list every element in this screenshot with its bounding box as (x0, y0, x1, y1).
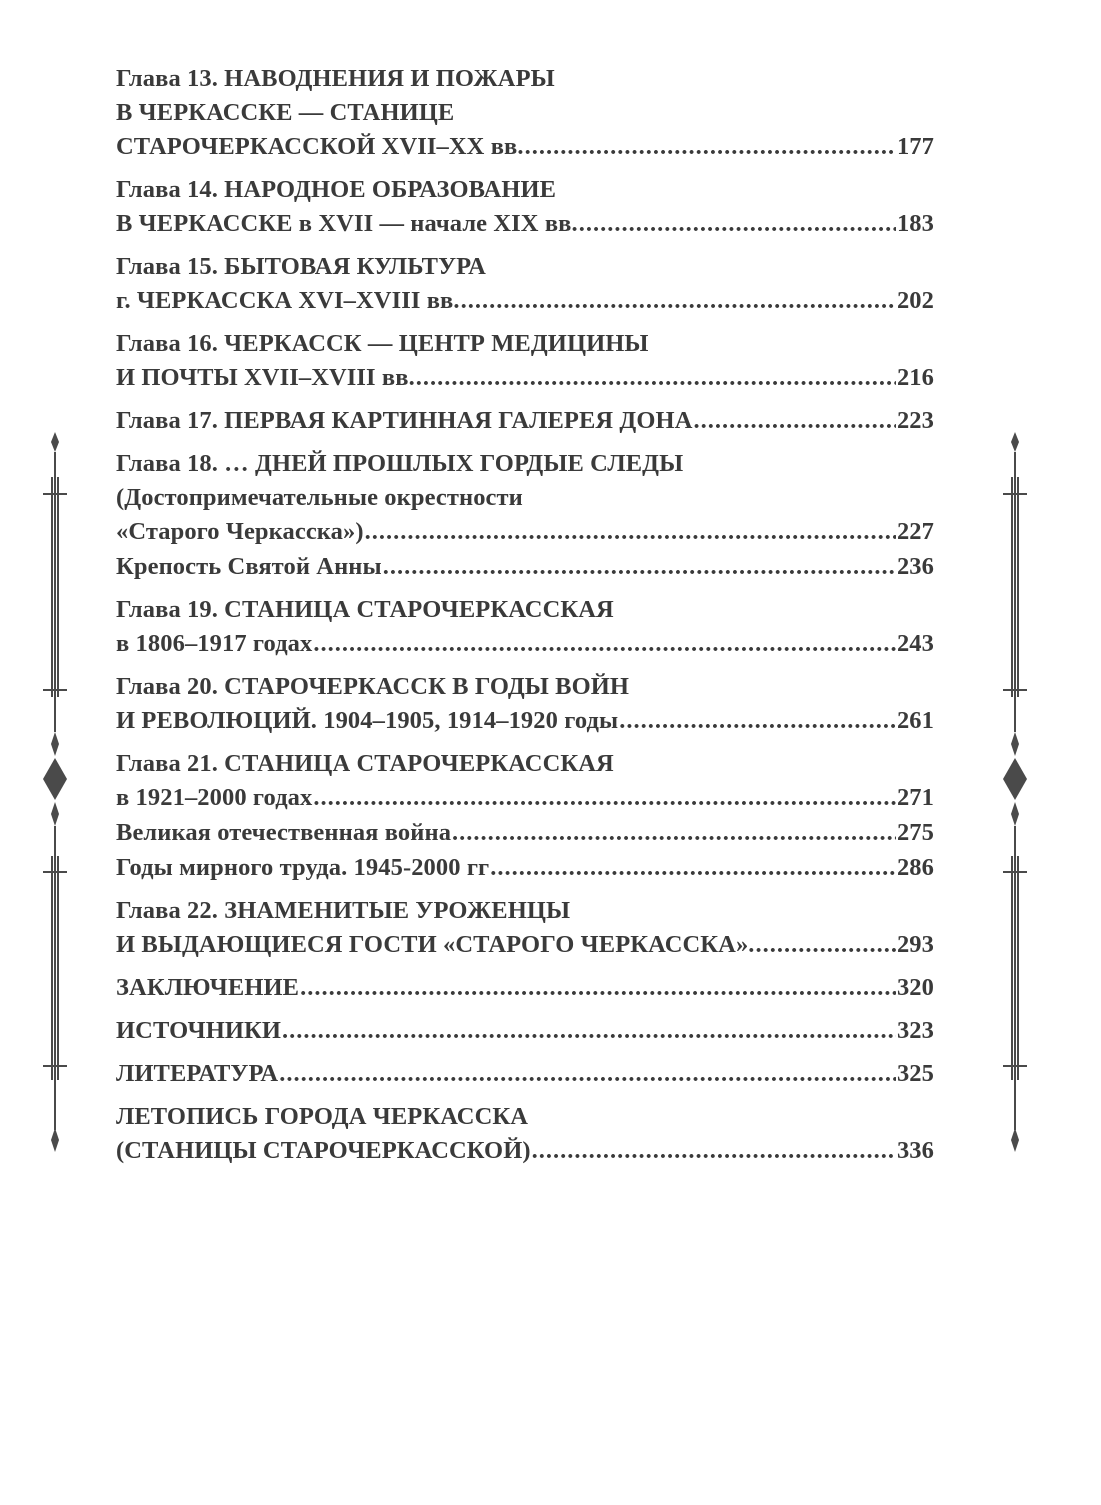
table-of-contents (116, 62, 934, 1177)
page-number: 320 (896, 974, 934, 1001)
toc-entry-title-line: Глава 13. НАВОДНЕНИЯ И ПОЖАРЫ (116, 65, 555, 92)
toc-entry-leader-line (116, 851, 934, 885)
page-number: 177 (896, 133, 934, 160)
dot-leader (279, 1057, 896, 1091)
toc-entry-chapter-21 (116, 747, 934, 815)
toc-entry-chapter-22 (116, 894, 934, 962)
toc-entry-literature (116, 1057, 934, 1091)
page-number: 323 (896, 1017, 934, 1044)
toc-entry-leader-line (116, 627, 934, 661)
page-number: 286 (896, 854, 934, 881)
dot-leader (532, 1134, 896, 1168)
toc-entry-title-line: Глава 20. СТАРОЧЕРКАССК В ГОДЫ ВОЙН (116, 673, 630, 700)
dot-leader (756, 928, 896, 962)
right-border-ornament (1000, 432, 1030, 1152)
toc-entry-title-line: Глава 18. … ДНЕЙ ПРОШЛЫХ ГОРДЫЕ СЛЕДЫ (116, 450, 684, 477)
left-border-ornament (40, 432, 70, 1152)
page-number: 223 (896, 407, 934, 434)
dot-leader (490, 851, 896, 885)
dot-leader (619, 704, 896, 738)
toc-entry-title-end: Великая отечественная война (116, 819, 452, 846)
toc-entry-leader-line (116, 550, 934, 584)
toc-entry-subsection-fortress (116, 550, 934, 584)
toc-entry-title-end: СТАРОЧЕРКАССКОЙ XVII–XX вв. (116, 133, 524, 160)
toc-entry-leader-line (116, 361, 934, 395)
toc-entry-leader-line (116, 207, 934, 241)
toc-entry-title-line: ЛЕТОПИСЬ ГОРОДА ЧЕРКАССКА (116, 1103, 529, 1130)
toc-entry-leader-line (116, 971, 934, 1005)
toc-entry-leader-line (116, 781, 934, 815)
dot-leader (365, 515, 896, 549)
toc-entry-title-line: Глава 22. ЗНАМЕНИТЫЕ УРОЖЕНЦЫ (116, 897, 571, 924)
toc-entry-title-end: в 1806–1917 годах (116, 630, 313, 657)
dot-leader (313, 627, 896, 661)
toc-entry-title-end: В ЧЕРКАССКЕ в XVII — начале XIX вв. (116, 210, 578, 237)
dot-leader (282, 1014, 896, 1048)
toc-entry-title-end: И РЕВОЛЮЦИЙ. 1904–1905, 1914–1920 годы (116, 707, 619, 734)
dot-leader (694, 404, 896, 438)
toc-entry-leader-line (116, 816, 934, 850)
toc-entry-leader-line (116, 1014, 934, 1048)
dot-leader (313, 781, 896, 815)
toc-entry-title-end: ИСТОЧНИКИ (116, 1017, 282, 1044)
dot-leader (579, 207, 896, 241)
page-number: 261 (896, 707, 934, 734)
toc-entry-chronicle (116, 1100, 934, 1168)
toc-entry-title-line: Глава 21. СТАНИЦА СТАРОЧЕРКАССКАЯ (116, 750, 614, 777)
toc-entry-chapter-16 (116, 327, 934, 395)
toc-entry-title-end: И ПОЧТЫ XVII–XVIII вв. (116, 364, 415, 391)
dot-leader (525, 130, 896, 164)
page-number: 325 (896, 1060, 934, 1087)
toc-entry-title-line: Глава 15. БЫТОВАЯ КУЛЬТУРА (116, 253, 486, 280)
page-number: 236 (896, 553, 934, 580)
page-number: 275 (896, 819, 934, 846)
dot-leader (461, 284, 896, 318)
toc-entry-chapter-20 (116, 670, 934, 738)
toc-entry-title-line: Глава 16. ЧЕРКАССК — ЦЕНТР МЕДИЦИНЫ (116, 330, 649, 357)
toc-entry-chapter-17 (116, 404, 934, 438)
toc-entry-title-end: г. ЧЕРКАССКА XVI–XVIII вв. (116, 287, 460, 314)
toc-entry-title-line: Глава 19. СТАНИЦА СТАРОЧЕРКАССКАЯ (116, 596, 614, 623)
toc-entry-sources (116, 1014, 934, 1048)
dot-leader (383, 550, 896, 584)
toc-entry-title-end: «Старого Черкасска») (116, 518, 364, 545)
toc-entry-leader-line (116, 515, 934, 549)
page-number: 183 (896, 210, 934, 237)
page-number: 202 (896, 287, 934, 314)
toc-entry-title-line: В ЧЕРКАССКЕ — СТАНИЦЕ (116, 99, 455, 126)
page-number: 243 (896, 630, 934, 657)
toc-entry-conclusion (116, 971, 934, 1005)
toc-entry-title-line: Глава 14. НАРОДНОЕ ОБРАЗОВАНИЕ (116, 176, 557, 203)
toc-entry-title-end: (СТАНИЦЫ СТАРОЧЕРКАССКОЙ) (116, 1137, 531, 1164)
toc-entry-chapter-15 (116, 250, 934, 318)
toc-entry-subsection-war (116, 816, 934, 850)
toc-entry-leader-line (116, 928, 934, 962)
toc-entry-title-line: (Достопримечательные окрестности (116, 484, 523, 511)
toc-entry-leader-line (116, 1134, 934, 1168)
toc-entry-title-end: И ВЫДАЮЩИЕСЯ ГОСТИ «СТАРОГО ЧЕРКАССКА». (116, 931, 755, 958)
dot-leader (300, 971, 896, 1005)
page-number: 271 (896, 784, 934, 811)
toc-entry-title-end: Крепость Святой Анны (116, 553, 382, 580)
toc-entry-title-end: Глава 17. ПЕРВАЯ КАРТИННАЯ ГАЛЕРЕЯ ДОНА (116, 407, 693, 434)
toc-entry-leader-line (116, 404, 934, 438)
toc-entry-leader-line (116, 1057, 934, 1091)
toc-entry-leader-line (116, 704, 934, 738)
toc-entry-title-end: ЗАКЛЮЧЕНИЕ (116, 974, 300, 1001)
toc-entry-chapter-13 (116, 62, 934, 164)
toc-entry-chapter-14 (116, 173, 934, 241)
page-number: 227 (896, 518, 934, 545)
toc-entry-title-end: ЛИТЕРАТУРА (116, 1060, 279, 1087)
toc-entry-chapter-19 (116, 593, 934, 661)
dot-leader (416, 361, 896, 395)
dot-leader (452, 816, 896, 850)
page-number: 293 (896, 931, 934, 958)
toc-entry-chapter-18 (116, 447, 934, 549)
toc-entry-leader-line (116, 130, 934, 164)
toc-entry-subsection-peaceful-labor (116, 851, 934, 885)
page-number: 216 (896, 364, 934, 391)
toc-entry-title-end: Годы мирного труда. 1945-2000 гг (116, 854, 490, 881)
page-number: 336 (896, 1137, 934, 1164)
toc-entry-leader-line (116, 284, 934, 318)
toc-entry-title-end: в 1921–2000 годах (116, 784, 313, 811)
